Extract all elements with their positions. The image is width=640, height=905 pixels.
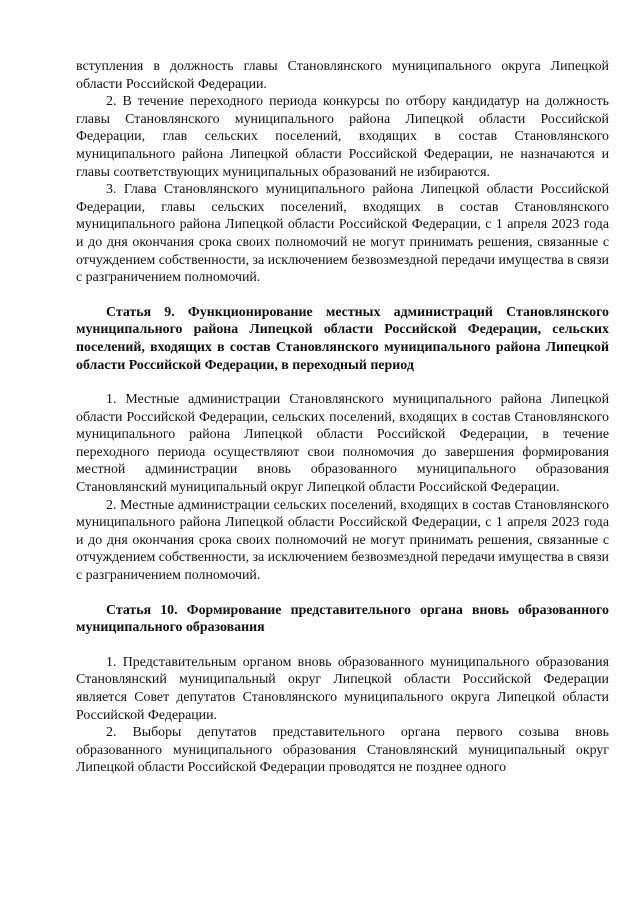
article-10-paragraph-2: 2. Выборы депутатов представительного органа первого созыва вновь образованного муниципального образования Становлянский муниципальный округ Липецкой области Российской Федерации проводятся не позднее одного	[76, 725, 609, 776]
document-page	[76, 58, 609, 777]
article-10-heading: Статья 10. Формирование представительного органа вновь образованного муниципального образования	[76, 602, 609, 636]
article-9-paragraph-2: 2. Местные администрации сельских поселений, входящих в состав Становлянского муниципального района Липецкой области Российской Федерации, с 1 апреля 2023 года и до дня окончания срока своих полномочий не могут принимать решения, связанные с отчуждением собственности, за исключением безвозмездной передачи имущества в связи с разграничением полномочий.	[76, 497, 609, 584]
paragraph-item-3: 3. Глава Становлянского муниципального района Липецкой области Российской Федерации, главы сельских поселений, входящих в состав Становлянского муниципального района Липецкой области Российской Федерации, с 1 апреля 2023 года и до дня окончания срока своих полномочий не могут принимать решения, связанные с отчуждением собственности, за исключением безвозмездной передачи имущества в связи с разграничением полномочий.	[76, 182, 609, 286]
paragraph-item-2: 2. В течение переходного периода конкурсы по отбору кандидатур на должность главы Становлянского муниципального района Липецкой области Российской Федерации, глав сельских поселений, входящих в состав Становлянского муниципального района Липецкой области Российской Федерации, не назначаются и главы соответствующих муниципальных образований не избираются.	[76, 94, 609, 180]
article-9-paragraph-1: 1. Местные администрации Становлянского муниципального района Липецкой области Российской Федерации, сельских поселений, входящих в состав Становлянского муниципального района Липецкой области Российской Федерации, в течение переходного периода осуществляют свои полномочия до завершения формирования местной администрации вновь образованного муниципального образования Становлянский муниципальный округ Липецкой области Российской Федерации.	[76, 392, 609, 496]
paragraph-continuation: вступления в должность главы Становлянского муниципального округа Липецкой области Российской Федерации.	[76, 59, 609, 92]
article-9-heading: Статья 9. Функционирование местных администраций Становлянского муниципального района Липецкой области Российской Федерации, сельских поселений, входящих в состав Становлянского муниципального района Липецкой области Российской Федерации, в переходный период	[76, 304, 609, 373]
article-10-paragraph-1: 1. Представительным органом вновь образованного муниципального образования Становлянский муниципальный округ Липецкой области Российской Федерации является Совет депутатов Становлянского муниципального округа Липецкой области Российской Федерации.	[76, 654, 609, 723]
